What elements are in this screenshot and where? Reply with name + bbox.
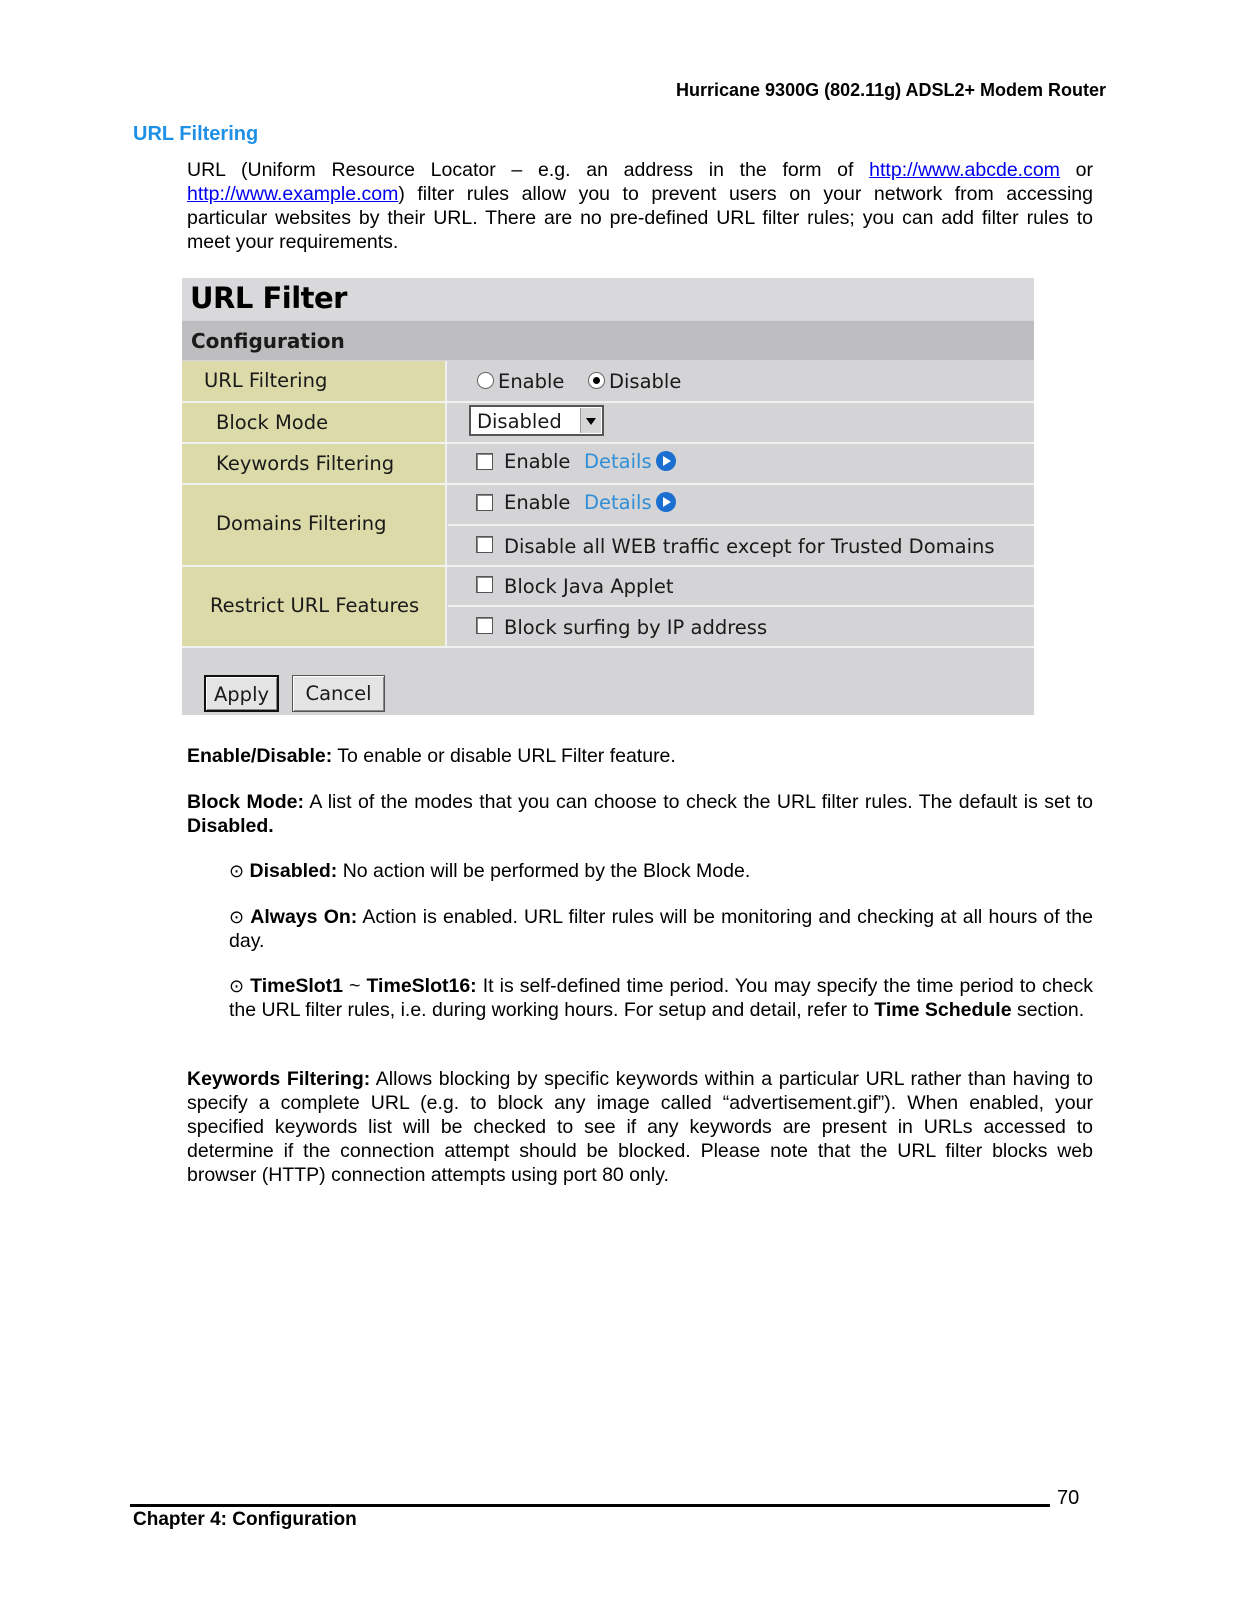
row-block-mode [182,403,1034,442]
keywords-text: Allows blocking by specific keywords within a particular URL rather than having to specify a complete URL (e.g. to block any image called “advertisement.gif”). When enabled, your specified keywords list will be checked to see if any keywords are present in URLs accessed to determine if the connection attempt should be blocked. Please note that the URL filter blocks web browser (HTTP) connection attempts using port 80 only. [187,1068,1093,1186]
timeslot1-term: TimeSlot1 [250,975,343,997]
enable-disable-term: Enable/Disable: [187,745,333,767]
block-ip-surfing-label[interactable]: Block surfing by IP address [504,616,768,639]
domains-enable-checkbox[interactable] [476,494,493,511]
url-filter-screenshot [182,278,1034,715]
block-java-applet-label[interactable]: Block Java Applet [504,575,674,598]
chevron-down-icon[interactable] [580,408,601,433]
block-mode-text: A list of the modes that you can choose to check the URL filter rules. The default is set to [303,791,1093,813]
keywords-paragraph [187,1067,1093,1187]
example-link-example[interactable]: http://www.example.com [187,183,399,205]
domains-filtering-label: Domains Filtering [216,512,387,535]
chapter-footer: Chapter 4: Configuration [133,1509,357,1530]
keywords-details-link[interactable]: Details [584,450,652,473]
time-schedule-ref: Time Schedule [874,999,1012,1021]
block-mode-term: Block Mode: [187,791,304,813]
enable-radio-label[interactable]: Enable [498,370,565,393]
disabled-term: Disabled: [249,860,338,882]
arrow-right-icon[interactable] [656,492,676,512]
intro-text-3: ) filter rules allow you to prevent users on your network from accessing particular websites by their URL. There are no pre-defined URL filter rules; you can add filter rules to meet your requirements. [187,183,1093,253]
footer-rule [130,1504,1050,1507]
timeslot16-term: TimeSlot16: [366,975,477,997]
apply-button[interactable]: Apply [204,675,279,712]
block-java-applet-checkbox[interactable] [476,576,493,593]
always-on-term: Always On: [250,906,358,928]
domains-enable-label[interactable]: Enable [504,491,571,514]
keywords-enable-label[interactable]: Enable [504,450,571,473]
intro-paragraph [187,158,1093,254]
keywords-enable-checkbox[interactable] [476,453,493,470]
enable-disable-text: To enable or disable URL Filter feature. [332,745,676,767]
url-filter-title-bar [182,278,1034,320]
enable-radio[interactable] [477,372,494,389]
timeslot-text: It is self-defined time period. You may specify the time period to check the URL filter rules, i.e. during working hours. For setup and detail, refer to [229,975,1094,1021]
row-url-filtering [182,361,1034,401]
disable-web-traffic-checkbox[interactable] [476,536,493,553]
page-number: 70 [1057,1487,1080,1509]
intro-text-2: or [1059,159,1093,181]
block-mode-value: Disabled [477,410,562,433]
always-on-text: Action is enabled. URL filter rules will be monitoring and checking at all hours of the day. [229,906,1093,952]
bullet-always-on [229,905,1093,953]
bullet-icon: ⊙ [229,861,245,881]
running-header: Hurricane 9300G (802.11g) ADSL2+ Modem Router [676,80,1106,100]
keywords-term: Keywords Filtering: [187,1068,371,1090]
configuration-heading: Configuration [191,329,345,353]
block-mode-default: Disabled. [187,815,274,837]
timeslot-end: section. [1011,999,1085,1021]
domains-details-link[interactable]: Details [584,491,652,514]
restrict-url-features-label: Restrict URL Features [210,594,420,617]
bullet-icon: ⊙ [229,976,245,996]
block-mode-paragraph [187,790,1093,838]
bullet-icon: ⊙ [229,907,245,927]
intro-text-1: URL (Uniform Resource Locator – e.g. an address in the form of [187,159,870,181]
row-keywords-filtering [182,444,1034,483]
block-mode-select[interactable] [469,405,604,436]
enable-disable-paragraph [187,744,1093,768]
keywords-filtering-label: Keywords Filtering [216,452,395,475]
block-mode-label: Block Mode [216,411,329,434]
bullet-disabled [229,859,1093,883]
configuration-bar [182,321,1034,360]
disable-web-traffic-label[interactable]: Disable all WEB traffic except for Trusted Domains [504,535,995,558]
disable-radio[interactable] [588,372,605,389]
timeslot-separator: ~ [343,975,367,997]
url-filtering-label: URL Filtering [204,369,328,392]
block-ip-surfing-checkbox[interactable] [476,617,493,634]
section-title: URL Filtering [133,123,259,145]
bullet-timeslot [229,974,1093,1022]
url-filter-title: URL Filter [190,281,347,315]
disabled-text: No action will be performed by the Block Mode. [337,860,751,882]
disable-radio-label[interactable]: Disable [609,370,682,393]
cancel-button[interactable]: Cancel [292,675,385,712]
arrow-right-icon[interactable] [656,451,676,471]
example-link-abcde[interactable]: http://www.abcde.com [869,159,1060,181]
